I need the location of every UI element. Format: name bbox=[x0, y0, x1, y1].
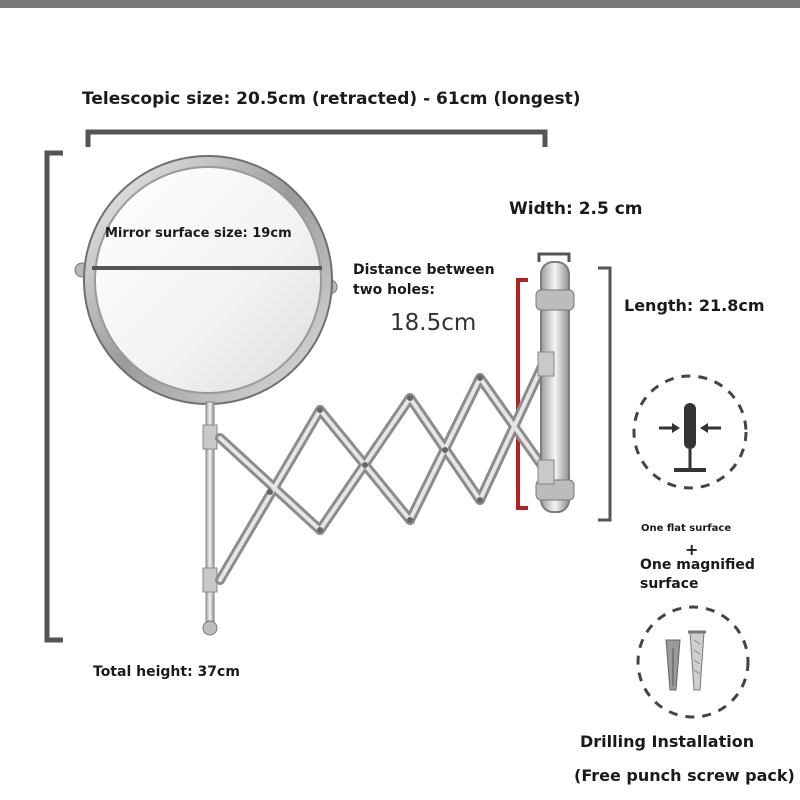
width-label: Width: 2.5 cm bbox=[509, 199, 643, 219]
flat-surface-label: One flat surface bbox=[641, 523, 732, 534]
mirror-surface-label: Mirror surface size: 19cm bbox=[105, 226, 292, 241]
length-label: Length: 21.8cm bbox=[624, 296, 765, 315]
plus-sign: + bbox=[685, 540, 699, 559]
distance-label-line2: two holes: bbox=[353, 282, 435, 298]
telescopic-size-label: Telescopic size: 20.5cm (retracted) - 61cm (longest) bbox=[82, 89, 581, 109]
magnified-surface-line1: One magnified bbox=[640, 557, 755, 573]
distance-value: 18.5cm bbox=[390, 310, 477, 336]
drilling-installation-label: Drilling Installation bbox=[580, 732, 755, 751]
total-height-label: Total height: 37cm bbox=[93, 664, 240, 680]
magnified-surface-line2: surface bbox=[640, 576, 699, 592]
distance-label-line1: Distance between bbox=[353, 262, 495, 278]
screw-pack-label: (Free punch screw pack) bbox=[574, 766, 795, 785]
